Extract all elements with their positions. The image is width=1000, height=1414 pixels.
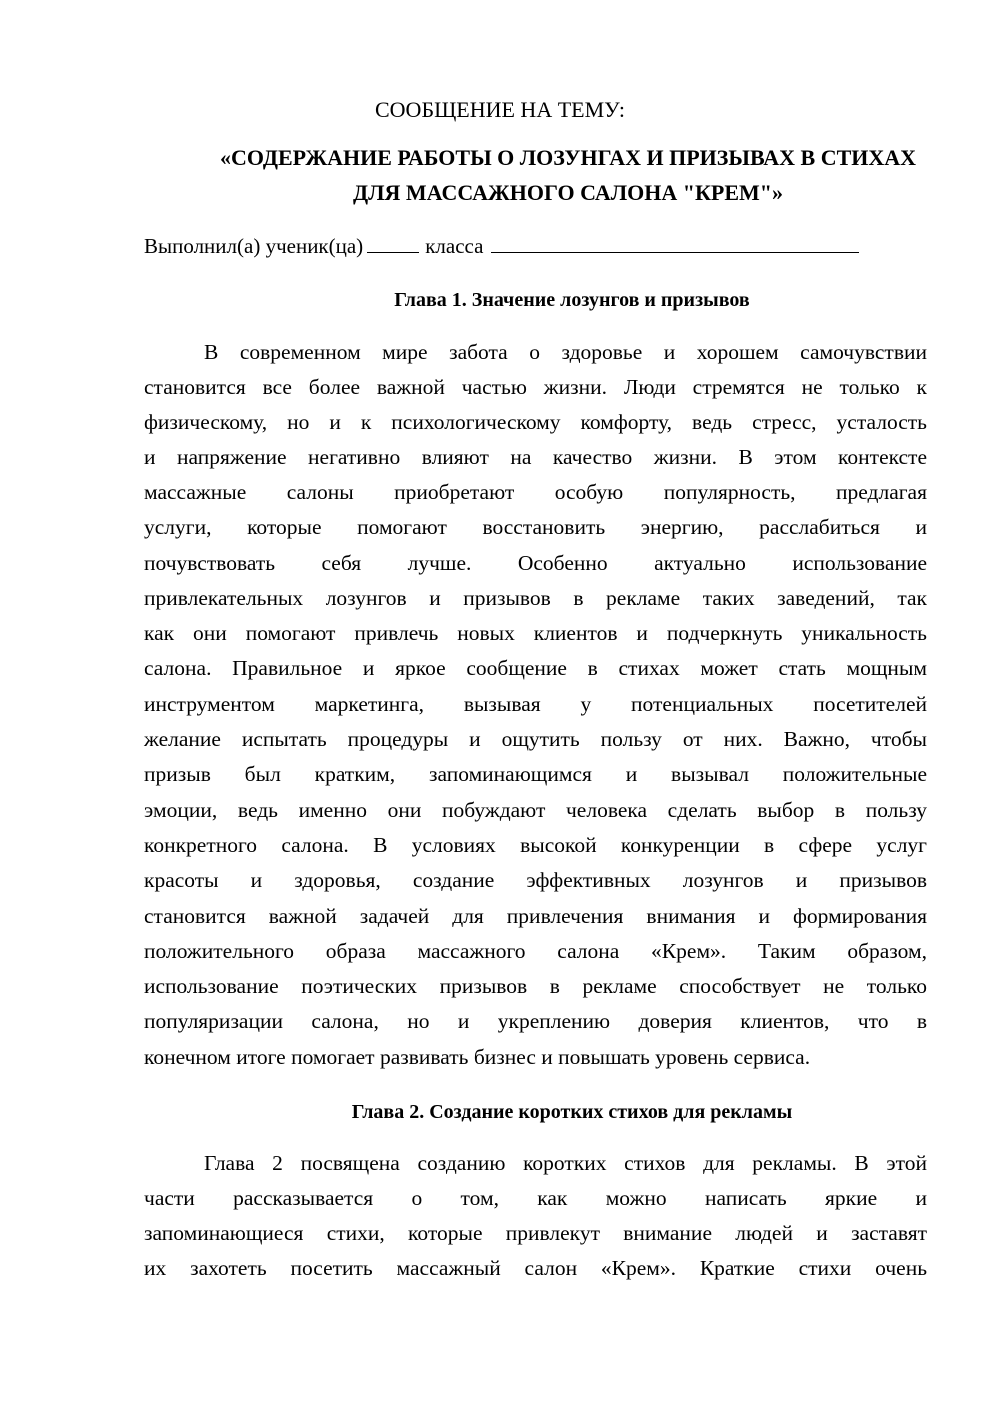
paragraph-line: их захотеть посетить массажный салон «Крем». Краткие стихи очень [144,1256,927,1280]
paragraph-line: В современном мире забота о здоровье и хорошем самочувствии [204,340,927,364]
paragraph-line: и напряжение негативно влияют на качество жизни. В этом контексте [144,445,927,469]
paragraph-line: массажные салоны приобретают особую популярность, предлагая [144,480,927,504]
class-label: класса [425,234,484,258]
document-title-line-1: «СОДЕРЖАНИЕ РАБОТЫ О ЛОЗУНГАХ И ПРИЗЫВАХ В СТИХАХ [219,145,917,170]
paragraph-line: конкретного салона. В условиях высокой конкуренции в сфере услуг [144,833,927,857]
paragraph-line: становится важной задачей для привлечения внимания и формирования [144,904,927,928]
paragraph-line: инструментом маркетинга, вызывая у потенциальных посетителей [144,692,927,716]
paragraph-line: как они помогают привлечь новых клиентов и подчеркнуть уникальность [144,621,927,645]
paragraph-line: почувствовать себя лучше. Особенно актуально использование [144,551,927,575]
chapter-2-heading: Глава 2. Создание коротких стихов для рекламы [351,1101,793,1123]
author-line [144,234,859,259]
document-topic-heading: СООБЩЕНИЕ НА ТЕМУ: [375,97,625,122]
paragraph-line: части рассказывается о том, как можно написать яркие и [144,1186,927,1210]
paragraph-line: услуги, которые помогают восстановить энергию, расслабиться и [144,515,927,539]
chapter-1-heading: Глава 1. Значение лозунгов и призывов [394,289,750,311]
class-number-blank [367,234,419,253]
author-prefix: Выполнил(а) ученик(ца) [144,234,364,258]
paragraph-line: привлекательных лозунгов и призывов в рекламе таких заведений, так [144,586,927,610]
paragraph-line: запоминающиеся стихи, которые привлекут внимание людей и заставят [144,1221,927,1245]
paragraph-line: Глава 2 посвящена созданию коротких стихов для рекламы. В этой [204,1151,927,1175]
paragraph-line: физическому, но и к психологическому комфорту, ведь стресс, усталость [144,410,927,434]
paragraph-line: эмоции, ведь именно они побуждают человека сделать выбор в пользу [144,798,927,822]
paragraph-line: положительного образа массажного салона «Крем». Таким образом, [144,939,927,963]
paragraph-line: использование поэтических призывов в рекламе способствует не только [144,974,927,998]
paragraph-line: красоты и здоровья, создание эффективных лозунгов и призывов [144,868,927,892]
paragraph-line: конечном итоге помогает развивать бизнес и повышать уровень сервиса. [144,1045,811,1069]
paragraph-line: желание испытать процедуры и ощутить пользу от них. Важно, чтобы [144,727,927,751]
paragraph-line: салона. Правильное и яркое сообщение в стихах может стать мощным [144,656,927,680]
document-title-line-2: ДЛЯ МАССАЖНОГО САЛОНА "КРЕМ"» [352,180,784,205]
paragraph-line: становится все более важной частью жизни. Люди стремятся не только к [144,375,927,399]
paragraph-line: призыв был кратким, запоминающимся и вызывал положительные [144,762,927,786]
paragraph-line: популяризации салона, но и укреплению доверия клиентов, что в [144,1009,927,1033]
student-name-blank [491,234,859,253]
